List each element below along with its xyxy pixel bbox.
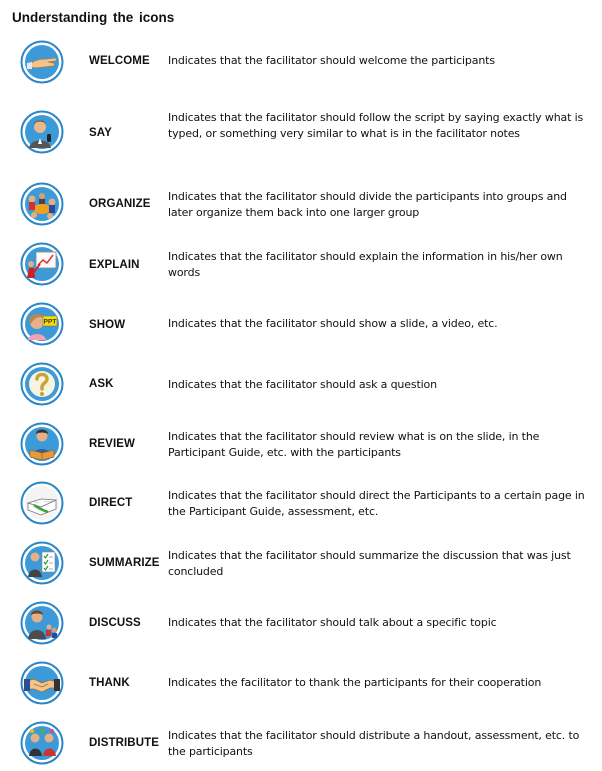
show-ppt-icon xyxy=(20,302,64,346)
direct-book-icon xyxy=(20,481,64,525)
icon-description: Indicates the facilitator to thank the participants for their cooperation xyxy=(168,676,542,689)
discuss-people-icon xyxy=(20,601,64,645)
icon-description: Indicates that the facilitator should talk about a specific topic xyxy=(168,616,497,629)
icon-label: THANK xyxy=(89,677,130,689)
icon-label: DISCUSS xyxy=(89,617,141,629)
ask-question-icon xyxy=(20,362,64,406)
icon-description: Indicates that the facilitator should welcome the participants xyxy=(168,54,495,67)
say-speaker-icon xyxy=(20,110,64,154)
icon-label: DIRECT xyxy=(89,497,133,509)
icon-label: EXPLAIN xyxy=(89,259,140,271)
distribute-people-icon xyxy=(20,721,64,765)
icon-description: Indicates that the facilitator should direct the Participants to a certain page in the Participant Guide, assessment, etc. xyxy=(168,489,585,518)
icon-description: Indicates that the facilitator should distribute a handout, assessment, etc. to the participants xyxy=(168,729,580,758)
summarize-checklist-icon xyxy=(20,541,64,585)
ppt-badge: PPT xyxy=(43,318,57,326)
icon-label: SHOW xyxy=(89,319,126,331)
icon-label: REVIEW xyxy=(89,438,135,450)
icon-label: WELCOME xyxy=(89,55,150,67)
welcome-hand-icon xyxy=(20,40,64,84)
icon-description: Indicates that the facilitator should explain the information in his/her own words xyxy=(168,250,563,279)
page-title: Understanding the icons xyxy=(12,10,175,25)
icon-label: DISTRIBUTE xyxy=(89,737,159,749)
organize-group-icon xyxy=(20,182,64,226)
explain-chart-icon xyxy=(20,242,64,286)
thank-handshake-icon xyxy=(20,661,64,705)
icon-description: Indicates that the facilitator should ask a question xyxy=(168,378,437,391)
review-book-icon xyxy=(20,422,64,466)
icon-label: SUMMARIZE xyxy=(89,557,160,569)
icon-description: Indicates that the facilitator should follow the script by saying exactly what is typed, or something very similar to what is in the facilitator notes xyxy=(168,111,584,140)
icon-description: Indicates that the facilitator should summarize the discussion that was just concluded xyxy=(168,549,571,578)
icon-label: ORGANIZE xyxy=(89,198,151,210)
icon-label: SAY xyxy=(89,127,112,139)
icon-label: ASK xyxy=(89,378,114,390)
icon-description: Indicates that the facilitator should divide the participants into groups and later organize them back into one larger group xyxy=(168,190,567,219)
icon-description: Indicates that the facilitator should review what is on the slide, in the Participant Guide, etc. with the participants xyxy=(168,430,540,459)
icon-description: Indicates that the facilitator should show a slide, a video, etc. xyxy=(168,317,498,330)
